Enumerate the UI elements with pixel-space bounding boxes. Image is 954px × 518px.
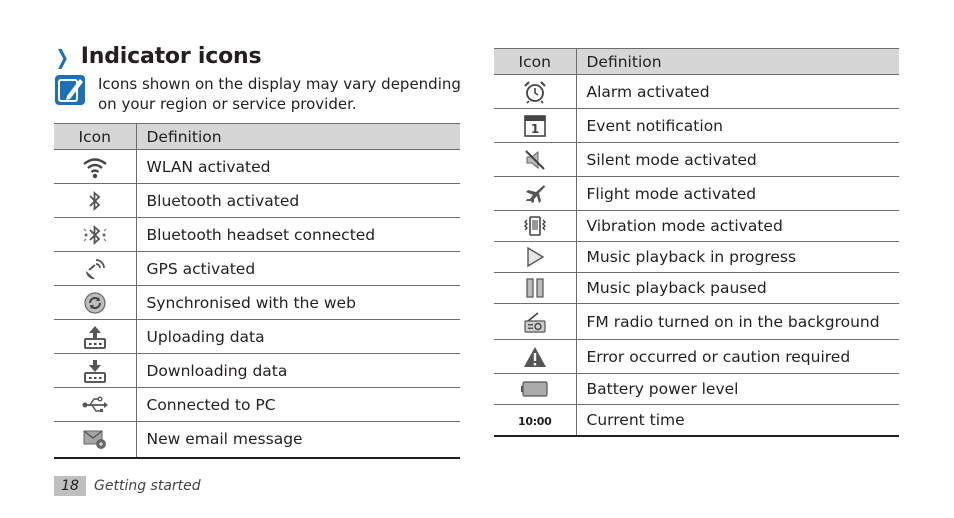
note-pencil-icon [54,74,86,106]
definition-cell: Vibration mode activated [576,211,899,242]
bluetooth-headset-icon [82,223,108,247]
download-icon [83,358,107,384]
table-header-row [494,49,899,75]
calendar-icon [523,114,547,138]
definition-cell: Bluetooth activated [136,184,460,218]
alarm-icon [523,80,547,104]
column-header-definition: Definition [576,49,899,75]
definition-cell: Connected to PC [136,388,460,422]
definition-cell: GPS activated [136,252,460,286]
table-row [494,340,899,374]
definition-cell: Music playback paused [576,273,899,304]
usb-icon [81,395,109,415]
table-row [54,422,460,458]
definition-cell: Music playback in progress [576,242,899,273]
table-row [494,405,899,436]
definition-cell: Current time [576,405,899,436]
table-row [54,286,460,320]
warning-icon [523,346,547,368]
upload-icon [83,324,107,350]
sync-icon [83,291,107,315]
table-row [54,150,460,184]
column-header-icon: Icon [494,49,576,75]
calendar-day-text: 1 [530,121,539,136]
page-title: Indicator icons [80,44,262,69]
battery-icon [520,380,550,398]
column-header-definition: Definition [136,124,460,150]
pause-icon [524,277,546,299]
definition-cell: Event notification [576,109,899,143]
table-row [54,354,460,388]
table-row [54,184,460,218]
column-header-icon: Icon [54,124,136,150]
definition-cell: Silent mode activated [576,143,899,177]
definition-cell: New email message [136,422,460,458]
definition-cell: Alarm activated [576,75,899,109]
section-heading [54,44,261,69]
definition-cell: Battery power level [576,374,899,405]
table-row [494,143,899,177]
chevron-right-icon: ❯ [55,44,70,69]
indicator-table-left [54,123,460,459]
play-icon [524,246,546,268]
vibration-icon [522,214,548,238]
table-row [54,320,460,354]
table-row [54,218,460,252]
email-icon [82,427,108,451]
table-row [494,273,899,304]
definition-cell: Flight mode activated [576,177,899,211]
indicator-table-right [494,48,899,437]
definition-cell: FM radio turned on in the background [576,304,899,340]
page-number: 18 [54,476,86,496]
definition-cell: Bluetooth headset connected [136,218,460,252]
definition-cell: Uploading data [136,320,460,354]
table-row [494,242,899,273]
radio-icon [522,310,548,334]
table-row [494,75,899,109]
flight-icon [523,182,547,206]
table-row [494,109,899,143]
definition-cell: Downloading data [136,354,460,388]
page-footer [54,476,201,496]
table-row [494,177,899,211]
note-box [54,74,464,114]
table-row [494,211,899,242]
definition-cell: WLAN activated [136,150,460,184]
gps-icon [83,257,107,281]
table-row [494,374,899,405]
table-row [494,304,899,340]
definition-cell: Error occurred or caution required [576,340,899,374]
clock-text-icon: 10:00 [517,414,552,428]
silent-icon [523,148,547,172]
wlan-icon [82,155,108,179]
note-text: Icons shown on the display may vary depending on your region or service provider. [98,75,461,113]
bluetooth-icon [87,189,103,213]
table-header-row [54,124,460,150]
definition-cell: Synchronised with the web [136,286,460,320]
table-row [54,252,460,286]
table-row [54,388,460,422]
section-name: Getting started [94,478,201,494]
